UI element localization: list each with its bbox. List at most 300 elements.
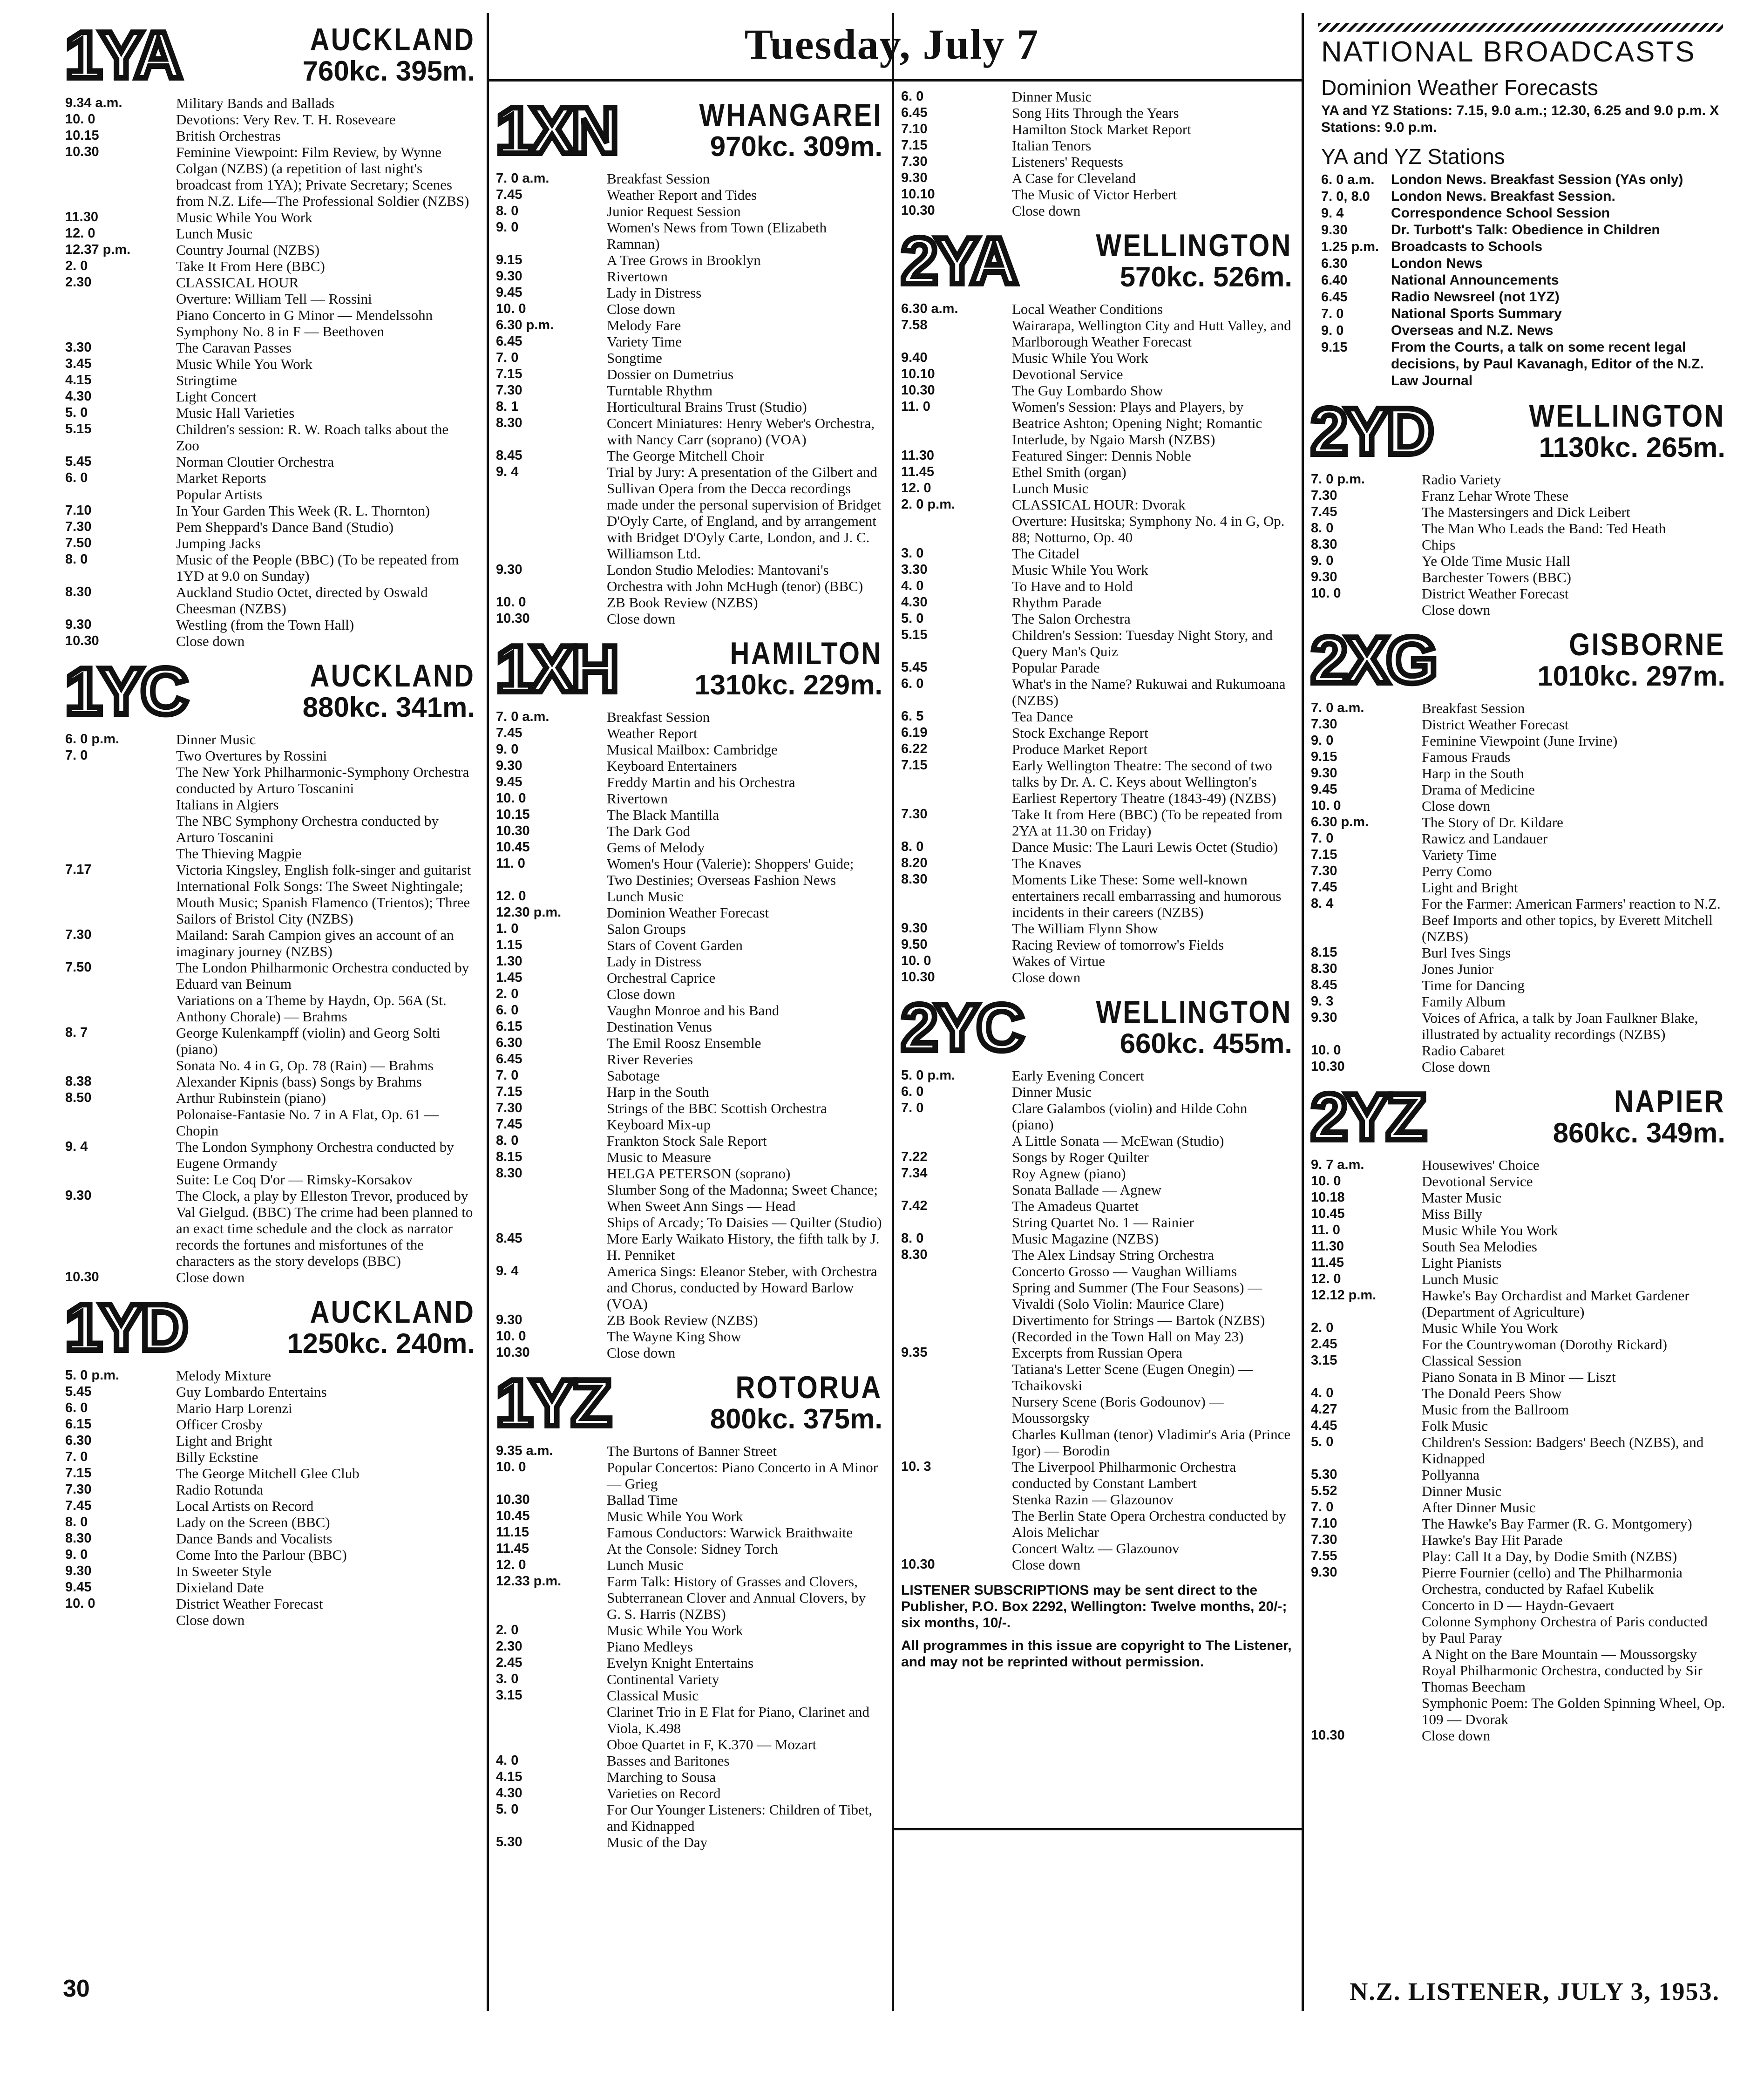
programme-time: 5. 0 bbox=[496, 1802, 519, 1817]
programme-title: For the Countrywoman (Dorothy Rickard) bbox=[1422, 1336, 1667, 1352]
programme-title: Piano Sonata in B Minor — Liszt bbox=[1422, 1369, 1616, 1385]
programme-title: Radio Rotunda bbox=[176, 1482, 263, 1498]
programme-time: 6.45 bbox=[496, 334, 522, 349]
programme-title: String Quartet No. 1 — Rainier bbox=[1012, 1214, 1194, 1230]
programme-row bbox=[901, 1067, 1292, 1084]
programme-time bbox=[496, 1182, 607, 1214]
programme-time: 11.45 bbox=[901, 464, 934, 479]
station-frequency: 1010kc. 297m. bbox=[1537, 660, 1725, 692]
programme-title: Perry Como bbox=[1422, 863, 1492, 879]
programme-title: The Berlin State Opera Orchestra conducted by Alois Melichar bbox=[1012, 1508, 1286, 1540]
programme-time: 3.30 bbox=[65, 340, 92, 355]
programme-time: 11. 0 bbox=[1311, 1223, 1340, 1237]
programme-time: 8. 0 bbox=[65, 552, 88, 567]
programme-time bbox=[65, 764, 176, 796]
programme-row bbox=[496, 1492, 882, 1508]
programme-time: 1.45 bbox=[496, 970, 522, 985]
programme-time bbox=[1311, 1646, 1422, 1662]
programme-time bbox=[65, 1612, 176, 1628]
programme-time: 2. 0 bbox=[65, 258, 88, 273]
programme-time: 6.45 bbox=[496, 1052, 522, 1067]
station-header bbox=[1311, 1081, 1725, 1154]
programme-time: 12. 0 bbox=[496, 889, 526, 904]
programme-row bbox=[65, 258, 475, 274]
programme-row bbox=[496, 1165, 882, 1182]
programme-row bbox=[901, 480, 1292, 496]
programme-title: The New York Philharmonic-Symphony Orchestra conducted by Arturo Toscanini bbox=[176, 764, 469, 796]
programme-row bbox=[65, 992, 475, 1025]
programme-title: Trial by Jury: A presentation of the Gilbert and Sullivan Opera from the Decca recordings made under the personal supervision of Bridget D'Oyly Carte, of England, and by arrangement with Bridget D'Oyly Carte, London, and J. C. Williamson Ltd. bbox=[607, 464, 881, 562]
programme-title: Roy Agnew (piano) bbox=[1012, 1165, 1126, 1182]
programme-row bbox=[901, 1459, 1292, 1491]
programme-row bbox=[65, 95, 475, 111]
programme-row bbox=[65, 1530, 475, 1547]
programme-row bbox=[901, 1345, 1292, 1361]
programme-title: Popular Concertos: Piano Concerto in A Minor — Grieg bbox=[607, 1459, 878, 1492]
programme-row bbox=[1311, 1287, 1725, 1320]
programme-row bbox=[496, 562, 882, 594]
programme-time bbox=[901, 1263, 1012, 1279]
programme-title: Drama of Medicine bbox=[1422, 782, 1535, 798]
programme-time: 4.15 bbox=[496, 1769, 522, 1784]
programme-row bbox=[65, 323, 475, 340]
programme-row bbox=[65, 519, 475, 535]
programme-title: The Story of Dr. Kildare bbox=[1422, 814, 1563, 830]
programme-row bbox=[1311, 1564, 1725, 1597]
programme-row bbox=[496, 953, 882, 970]
programme-row bbox=[496, 399, 882, 415]
programme-time: 1.15 bbox=[496, 938, 522, 952]
station-city: ROTORUA bbox=[736, 1370, 882, 1405]
station-block bbox=[901, 88, 1292, 219]
programme-time: 12. 0 bbox=[496, 1557, 526, 1572]
programme-time: 7.45 bbox=[1311, 504, 1337, 519]
programme-time: 10. 0 bbox=[1311, 1174, 1341, 1189]
programme-time bbox=[65, 307, 176, 323]
national-title: Dr. Turbott's Talk: Obedience in Children bbox=[1391, 222, 1660, 238]
programme-row bbox=[496, 1035, 882, 1051]
programme-time: 5. 0 p.m. bbox=[901, 1068, 956, 1083]
programme-row bbox=[496, 203, 882, 219]
programme-row bbox=[901, 578, 1292, 594]
subscription-notice: LISTENER SUBSCRIPTIONS may be sent direct to the Publisher, P.O. Box 2292, Wellington: Twelve months, 20/-; six months, 10/-. bbox=[901, 1583, 1287, 1631]
programme-time: 9.30 bbox=[496, 1312, 522, 1327]
programme-row bbox=[496, 1508, 882, 1524]
programme-time bbox=[901, 1133, 1012, 1149]
programme-row bbox=[901, 317, 1292, 350]
programme-row bbox=[1311, 749, 1725, 765]
programme-time: 8.30 bbox=[65, 1531, 92, 1546]
programme-title: Chips bbox=[1422, 537, 1456, 553]
heading-rule bbox=[489, 79, 1302, 82]
programme-title: Italians in Algiers bbox=[176, 796, 279, 813]
programme-row bbox=[1311, 814, 1725, 830]
programme-title: The George Mitchell Choir bbox=[607, 448, 764, 464]
programme-time: 9.40 bbox=[901, 350, 928, 365]
programme-row bbox=[65, 927, 475, 959]
programme-title: ZB Book Review (NZBS) bbox=[607, 594, 758, 611]
programme-time: 7. 0 bbox=[65, 1449, 88, 1464]
programme-time: 8.45 bbox=[496, 448, 522, 463]
programme-title: Devotional Service bbox=[1012, 366, 1123, 382]
programme-row bbox=[901, 496, 1292, 513]
programme-title: Market Reports bbox=[176, 470, 266, 486]
station-frequency: 760kc. 395m. bbox=[302, 55, 475, 87]
programme-title: Oboe Quartet in F, K.370 — Mozart bbox=[607, 1736, 817, 1753]
programme-title: Piano Medleys bbox=[607, 1638, 693, 1655]
programme-title: Close down bbox=[1012, 969, 1081, 985]
station-block bbox=[1311, 1081, 1725, 1744]
programme-title: District Weather Forecast bbox=[1422, 585, 1569, 602]
station-frequency: 1310kc. 229m. bbox=[694, 669, 882, 700]
programme-title: Salon Groups bbox=[607, 921, 686, 937]
programme-time: 9.45 bbox=[496, 285, 522, 300]
programme-time: 10.15 bbox=[496, 807, 530, 822]
programme-title: Close down bbox=[607, 986, 676, 1002]
programme-time bbox=[901, 1393, 1012, 1426]
programme-title: Voices of Africa, a talk by Joan Faulkner Blake, illustrated by actuality recordings (NZBS) bbox=[1422, 1010, 1698, 1042]
programme-time: 7.30 bbox=[1311, 717, 1337, 732]
programme-title: Weather Report and Tides bbox=[607, 187, 757, 203]
programme-row bbox=[65, 845, 475, 862]
programme-row bbox=[901, 741, 1292, 757]
programme-time: 9. 0 bbox=[496, 742, 519, 757]
programme-time: 5. 0 bbox=[1311, 1434, 1334, 1449]
programme-title: Freddy Martin and his Orchestra bbox=[607, 774, 795, 790]
programme-row bbox=[496, 594, 882, 611]
programme-time: 10.30 bbox=[65, 144, 99, 159]
programme-time: 7.30 bbox=[1311, 1532, 1337, 1547]
programme-row bbox=[65, 617, 475, 633]
national-broadcasts bbox=[1311, 34, 1725, 389]
programme-title: For the Farmer: American Farmers' reaction to N.Z. Beef Imports and other topics, by Everett Mitchell (NZBS) bbox=[1422, 896, 1721, 945]
programme-row bbox=[901, 1312, 1292, 1345]
programme-row bbox=[65, 1384, 475, 1400]
programme-row bbox=[65, 291, 475, 307]
station-city: GISBORNE bbox=[1569, 627, 1725, 662]
programme-time: 9.30 bbox=[1311, 1010, 1337, 1025]
programme-time: 5.45 bbox=[65, 454, 92, 469]
station-header bbox=[901, 992, 1292, 1065]
station-logo: 2XG bbox=[1311, 623, 1435, 697]
station-logo: 2YA bbox=[901, 224, 1016, 298]
programme-title: The Amadeus Quartet bbox=[1012, 1198, 1139, 1214]
programme-title: Music to Measure bbox=[607, 1149, 711, 1165]
programme-title: Guy Lombardo Entertains bbox=[176, 1384, 327, 1400]
programme-time: 7.30 bbox=[1311, 488, 1337, 503]
programme-time bbox=[65, 813, 176, 845]
programme-row bbox=[1311, 1467, 1725, 1483]
programme-time: 7.15 bbox=[65, 1466, 92, 1481]
programme-title: Stars of Covent Garden bbox=[607, 937, 743, 953]
programme-title: Westling (from the Town Hall) bbox=[176, 617, 354, 633]
programme-row bbox=[1311, 961, 1725, 977]
programme-title: Franz Lehar Wrote These bbox=[1422, 488, 1569, 504]
programme-title: Moments Like These: Some well-known entertainers recall embarrassing and humorous incidents in their careers (NZBS) bbox=[1012, 871, 1282, 920]
programme-title: Devotions: Very Rev. T. H. Roseveare bbox=[176, 111, 396, 128]
programme-time: 7.15 bbox=[901, 138, 928, 153]
programme-time: 10. 0 bbox=[65, 112, 95, 127]
programme-time: 2. 0 bbox=[1311, 1320, 1334, 1335]
programme-row bbox=[1311, 1238, 1725, 1255]
programme-title: Play: Call It a Day, by Dodie Smith (NZBS) bbox=[1422, 1548, 1677, 1564]
programme-title: Clare Galambos (violin) and Hilde Cohn (piano) bbox=[1012, 1100, 1248, 1133]
station-logo: 1XN bbox=[496, 94, 617, 168]
programme-title: The Alex Lindsay String Orchestra bbox=[1012, 1247, 1214, 1263]
column-rule bbox=[892, 13, 894, 2011]
programme-title: Music Hall Varieties bbox=[176, 405, 295, 421]
programme-row bbox=[496, 1051, 882, 1067]
programme-title: Burl Ives Sings bbox=[1422, 945, 1511, 961]
programme-row bbox=[65, 1498, 475, 1514]
programme-time: 10.30 bbox=[1311, 1728, 1345, 1743]
programme-row bbox=[496, 823, 882, 839]
programme-time: 7. 0 a.m. bbox=[496, 171, 550, 186]
programme-title: Symphonic Poem: The Golden Spinning Wheel, Op. 109 — Dvorak bbox=[1422, 1695, 1725, 1727]
programme-row bbox=[1311, 1010, 1725, 1042]
programme-title: Melody Mixture bbox=[176, 1367, 271, 1384]
programme-time: 8.20 bbox=[901, 856, 928, 870]
programme-time: 9.15 bbox=[496, 252, 522, 267]
programme-time: 8. 0 bbox=[65, 1515, 88, 1529]
programme-title: The Thieving Magpie bbox=[176, 845, 302, 862]
programme-time: 8.30 bbox=[65, 584, 92, 599]
programme-title: Basses and Baritones bbox=[607, 1753, 730, 1769]
programme-title: Lunch Music bbox=[607, 1557, 684, 1573]
programme-row bbox=[901, 1508, 1292, 1540]
programme-title: Marching to Sousa bbox=[607, 1769, 716, 1785]
station-logo: 2YD bbox=[1311, 394, 1432, 469]
programme-time: 8.50 bbox=[65, 1090, 92, 1105]
programme-time: 10. 0 bbox=[496, 595, 526, 610]
programme-row bbox=[1311, 1189, 1725, 1206]
programme-time: 9. 4 bbox=[496, 464, 519, 479]
programme-title: Variety Time bbox=[1422, 847, 1497, 863]
national-item bbox=[1321, 306, 1725, 322]
station-block bbox=[901, 225, 1292, 985]
programme-time: 10.45 bbox=[496, 1509, 530, 1523]
programme-row bbox=[65, 1596, 475, 1612]
national-title: National Announcements bbox=[1391, 272, 1559, 288]
programme-title: Close down bbox=[1012, 1556, 1081, 1573]
programme-row bbox=[1311, 1206, 1725, 1222]
programme-time bbox=[65, 992, 176, 1025]
programme-row bbox=[496, 317, 882, 333]
station-header bbox=[496, 95, 882, 168]
programme-title: Close down bbox=[1422, 798, 1491, 814]
programme-title: London Studio Melodies: Mantovani's Orchestra with John McHugh (tenor) (BBC) bbox=[607, 562, 863, 594]
programme-row bbox=[496, 725, 882, 741]
programme-title: Lunch Music bbox=[1012, 480, 1089, 496]
programme-time: 9.45 bbox=[65, 1580, 92, 1595]
programme-time: 9.50 bbox=[901, 937, 928, 952]
programme-row bbox=[1311, 945, 1725, 961]
programme-time: 5.52 bbox=[1311, 1483, 1337, 1498]
programme-time: 10.30 bbox=[901, 970, 935, 985]
programme-title: Ships of Arcady; To Daisies — Quilter (Studio) bbox=[607, 1214, 882, 1230]
programme-time: 6.15 bbox=[65, 1417, 92, 1432]
national-item bbox=[1321, 255, 1725, 272]
programme-row bbox=[496, 1638, 882, 1655]
programme-row bbox=[1311, 896, 1725, 945]
programme-title: Wakes of Virtue bbox=[1012, 953, 1105, 969]
programme-row bbox=[901, 154, 1292, 170]
station-header bbox=[496, 633, 882, 706]
station-logo: 1YC bbox=[65, 654, 186, 728]
programme-time: 9.35 a.m. bbox=[496, 1443, 553, 1458]
programme-title: Pollyanna bbox=[1422, 1467, 1479, 1483]
programme-time: 7. 0 bbox=[65, 748, 88, 763]
programme-row bbox=[901, 969, 1292, 985]
programme-title: Feminine Viewpoint: Film Review, by Wynne Colgan (NZBS) (a repetition of last night's broadcast from 1YA); Private Secretary; Scenes from N.Z. Life—The Professional Soldier (NZBS) bbox=[176, 144, 469, 209]
national-title: Radio Newsreel (not 1YZ) bbox=[1391, 289, 1560, 305]
station-city: AUCKLAND bbox=[310, 658, 475, 693]
programme-title: Farm Talk: History of Grasses and Clovers, Subterranean Clover and Annual Clovers, by G. S. Harris (NZBS) bbox=[607, 1573, 866, 1622]
programme-row bbox=[496, 1019, 882, 1035]
national-item bbox=[1321, 322, 1725, 339]
programme-row bbox=[65, 959, 475, 992]
programme-row bbox=[1311, 1434, 1725, 1467]
programme-row bbox=[65, 1106, 475, 1139]
national-time: 9. 0 bbox=[1321, 323, 1344, 338]
programme-title: Frankton Stock Sale Report bbox=[607, 1133, 767, 1149]
programme-time: 6.30 p.m. bbox=[1311, 815, 1369, 829]
programme-time: 10.30 bbox=[496, 823, 530, 838]
programme-title: HELGA PETERSON (soprano) bbox=[607, 1165, 791, 1182]
programme-time: 9.30 bbox=[65, 1188, 92, 1203]
programme-row bbox=[496, 1100, 882, 1116]
programme-time: 10. 0 bbox=[1311, 798, 1341, 813]
national-time: 6.40 bbox=[1321, 273, 1348, 288]
programme-title: Nursery Scene (Boris Godounov) — Moussorgsky bbox=[1012, 1393, 1224, 1426]
national-item bbox=[1321, 289, 1725, 306]
station-frequency: 1130kc. 265m. bbox=[1539, 432, 1725, 463]
programme-time: 3.15 bbox=[496, 1688, 522, 1703]
programme-time: 9. 4 bbox=[65, 1139, 88, 1154]
programme-time: 10.45 bbox=[1311, 1206, 1345, 1221]
programme-row bbox=[65, 144, 475, 209]
programme-time: 8.38 bbox=[65, 1074, 92, 1089]
programme-row bbox=[901, 448, 1292, 464]
column-1 bbox=[65, 13, 475, 1628]
programme-row bbox=[496, 888, 882, 904]
programme-time: 7. 0 bbox=[901, 1101, 924, 1115]
station-frequency: 1250kc. 240m. bbox=[287, 1328, 475, 1359]
programme-row bbox=[901, 105, 1292, 121]
programme-title: Italian Tenors bbox=[1012, 137, 1092, 154]
programme-row bbox=[65, 209, 475, 225]
programme-title: Concerto Grosso — Vaughan Williams bbox=[1012, 1263, 1237, 1279]
programme-title: Royal Philharmonic Orchestra, conducted by Sir Thomas Beecham bbox=[1422, 1662, 1703, 1695]
programme-title: Alexander Kipnis (bass) Songs by Brahms bbox=[176, 1074, 422, 1090]
programme-time: 9. 0 bbox=[1311, 553, 1334, 568]
programme-time: 8. 0 bbox=[901, 1231, 924, 1246]
programme-title: Lunch Music bbox=[1422, 1271, 1499, 1287]
programme-row bbox=[496, 382, 882, 399]
programme-title: Auckland Studio Octet, directed by Oswald Cheesman (NZBS) bbox=[176, 584, 428, 617]
programme-row bbox=[1311, 520, 1725, 537]
programme-row bbox=[901, 170, 1292, 186]
programme-row bbox=[901, 1361, 1292, 1393]
programme-time: 7.15 bbox=[1311, 847, 1337, 862]
programme-title: The Donald Peers Show bbox=[1422, 1385, 1562, 1401]
programme-title: Concert Miniatures: Henry Weber's Orchestra, with Nancy Carr (soprano) (VOA) bbox=[607, 415, 875, 448]
station-frequency: 880kc. 341m. bbox=[302, 692, 475, 723]
national-time: 6.45 bbox=[1321, 290, 1348, 305]
programme-time: 5. 0 bbox=[65, 405, 88, 420]
programme-title: Close down bbox=[607, 301, 676, 317]
programme-title: Dinner Music bbox=[1012, 88, 1092, 105]
station-header bbox=[65, 1292, 475, 1365]
stations-heading: YA and YZ Stations bbox=[1321, 144, 1505, 169]
programme-time: 9.45 bbox=[496, 775, 522, 789]
programme-time: 7.30 bbox=[1311, 863, 1337, 878]
programme-row bbox=[1311, 1369, 1725, 1385]
station-block bbox=[496, 95, 882, 627]
footer-publication: N.Z. LISTENER, JULY 3, 1953. bbox=[1350, 1978, 1720, 2005]
programme-time: 8.30 bbox=[496, 1166, 522, 1181]
programme-row bbox=[65, 1171, 475, 1188]
programme-time: 8. 0 bbox=[496, 1133, 519, 1148]
national-time: 9.30 bbox=[1321, 223, 1348, 238]
programme-title: Charles Kullman (tenor) Vladimir's Aria (Prince Igor) — Borodin bbox=[1012, 1426, 1291, 1459]
programme-time: 7.45 bbox=[496, 726, 522, 741]
programme-row bbox=[496, 839, 882, 856]
programme-row bbox=[496, 1459, 882, 1492]
programme-row bbox=[65, 340, 475, 356]
programme-title: Master Music bbox=[1422, 1189, 1502, 1206]
programme-row bbox=[65, 1416, 475, 1433]
programme-title: Music Magazine (NZBS) bbox=[1012, 1230, 1159, 1247]
programme-time: 6. 0 bbox=[65, 1400, 88, 1415]
programme-time: 10. 0 bbox=[1311, 1043, 1341, 1058]
programme-title: Songs by Roger Quilter bbox=[1012, 1149, 1149, 1165]
programme-row bbox=[496, 1753, 882, 1769]
national-item bbox=[1321, 171, 1725, 188]
programme-title: Rivertown bbox=[607, 268, 668, 285]
programme-row bbox=[496, 1133, 882, 1149]
programme-title: The Clock, a play by Elleston Trevor, produced by Val Gielgud. (BBC) The crime had been planned to an exact time schedule and the clock as narrator records the fortunes and misfortunes of the characters as the story develops (BBC) bbox=[176, 1188, 473, 1269]
programme-title: CLASSICAL HOUR bbox=[176, 274, 299, 291]
programme-title: Music from the Ballroom bbox=[1422, 1401, 1569, 1418]
programme-row bbox=[1311, 879, 1725, 896]
programme-title: Time for Dancing bbox=[1422, 977, 1525, 993]
programme-row bbox=[496, 366, 882, 382]
programme-title: Strings of the BBC Scottish Orchestra bbox=[607, 1100, 827, 1116]
programme-title: Wairarapa, Wellington City and Hutt Valley, and Marlborough Weather Forecast bbox=[1012, 317, 1291, 350]
programme-time: 4.30 bbox=[901, 595, 928, 610]
programme-time: 7.30 bbox=[65, 1482, 92, 1497]
programme-time: 6.45 bbox=[901, 105, 928, 120]
programme-row bbox=[901, 1149, 1292, 1165]
programme-title: The Wayne King Show bbox=[607, 1328, 741, 1345]
programme-row bbox=[65, 1563, 475, 1579]
programme-row bbox=[901, 301, 1292, 317]
programme-title: Family Album bbox=[1422, 993, 1506, 1010]
programme-time: 6.30 bbox=[65, 1433, 92, 1448]
programme-row bbox=[65, 470, 475, 486]
programme-time bbox=[901, 1540, 1012, 1556]
programme-row bbox=[496, 970, 882, 986]
station-logo: 2YC bbox=[901, 991, 1022, 1065]
programme-row bbox=[65, 1579, 475, 1596]
programme-row bbox=[65, 242, 475, 258]
programme-title: Lady on the Screen (BBC) bbox=[176, 1514, 330, 1530]
programme-row bbox=[901, 382, 1292, 399]
programme-time: 5.45 bbox=[901, 660, 928, 675]
programme-title: Norman Cloutier Orchestra bbox=[176, 454, 334, 470]
programme-row bbox=[496, 1345, 882, 1361]
